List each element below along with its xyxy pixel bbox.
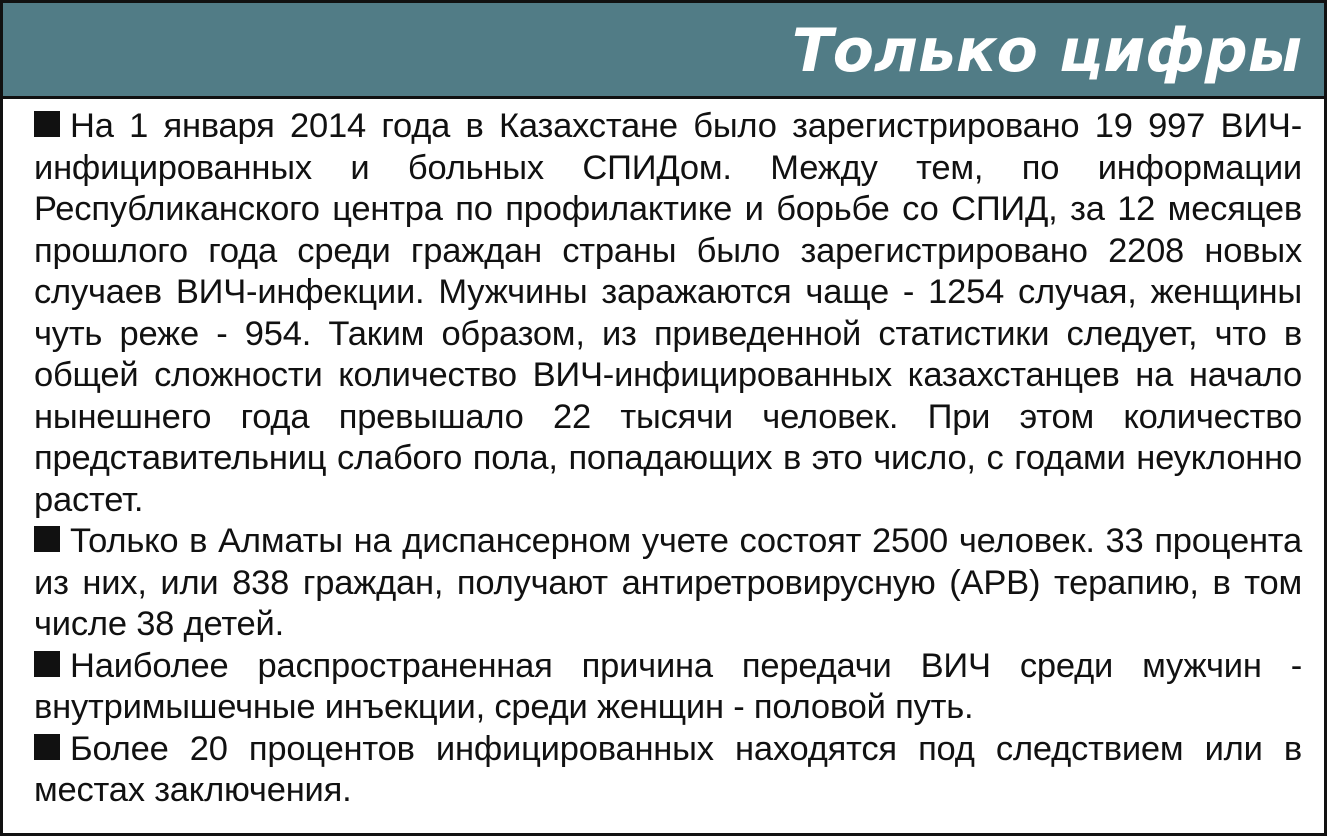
- fact-list: [34, 106, 1302, 812]
- black-square-icon: [34, 734, 60, 760]
- black-square-icon: [34, 651, 60, 677]
- black-square-icon: [34, 111, 60, 137]
- fact-item: [34, 729, 1302, 812]
- fact-text: Наиболее распространенная причина передачи ВИЧ среди мужчин - внутримышечные инъекции, среди женщин - половой путь.: [34, 646, 1302, 726]
- box-title: Только цифры: [791, 16, 1302, 86]
- header-bar: [3, 3, 1324, 99]
- fact-item: [34, 106, 1302, 521]
- fact-text: Только в Алматы на диспансерном учете состоят 2500 человек. 33 процента из них, или 838 граждан, получают антиретровирусную (АРВ) терапию, в том числе 38 детей.: [34, 522, 1302, 643]
- fact-item: [34, 521, 1302, 646]
- black-square-icon: [34, 526, 60, 552]
- fact-text: Более 20 процентов инфицированных находятся под следствием или в местах заключения.: [34, 729, 1302, 809]
- fact-item: [34, 646, 1302, 729]
- fact-text: На 1 января 2014 года в Казахстане было зарегистрировано 19 997 ВИЧ-инфицированных и больных СПИДом. Между тем, по информации Республиканского центра по профилактике и борьбе со СПИД, за 12 месяцев прошлого года среди граждан страны было зарегистрировано 2208 новых случаев ВИЧ-инфекции. Мужчины заражаются чаще - 1254 случая, женщины чуть реже - 954. Таким образом, из приведенной статистики следует, что в общей сложности количество ВИЧ-инфицированных казахстанцев на начало нынешнего года превышало 22 тысячи человек. При этом количество представительниц слабого пола, попадающих в это число, с годами неуклонно растет.: [34, 107, 1302, 519]
